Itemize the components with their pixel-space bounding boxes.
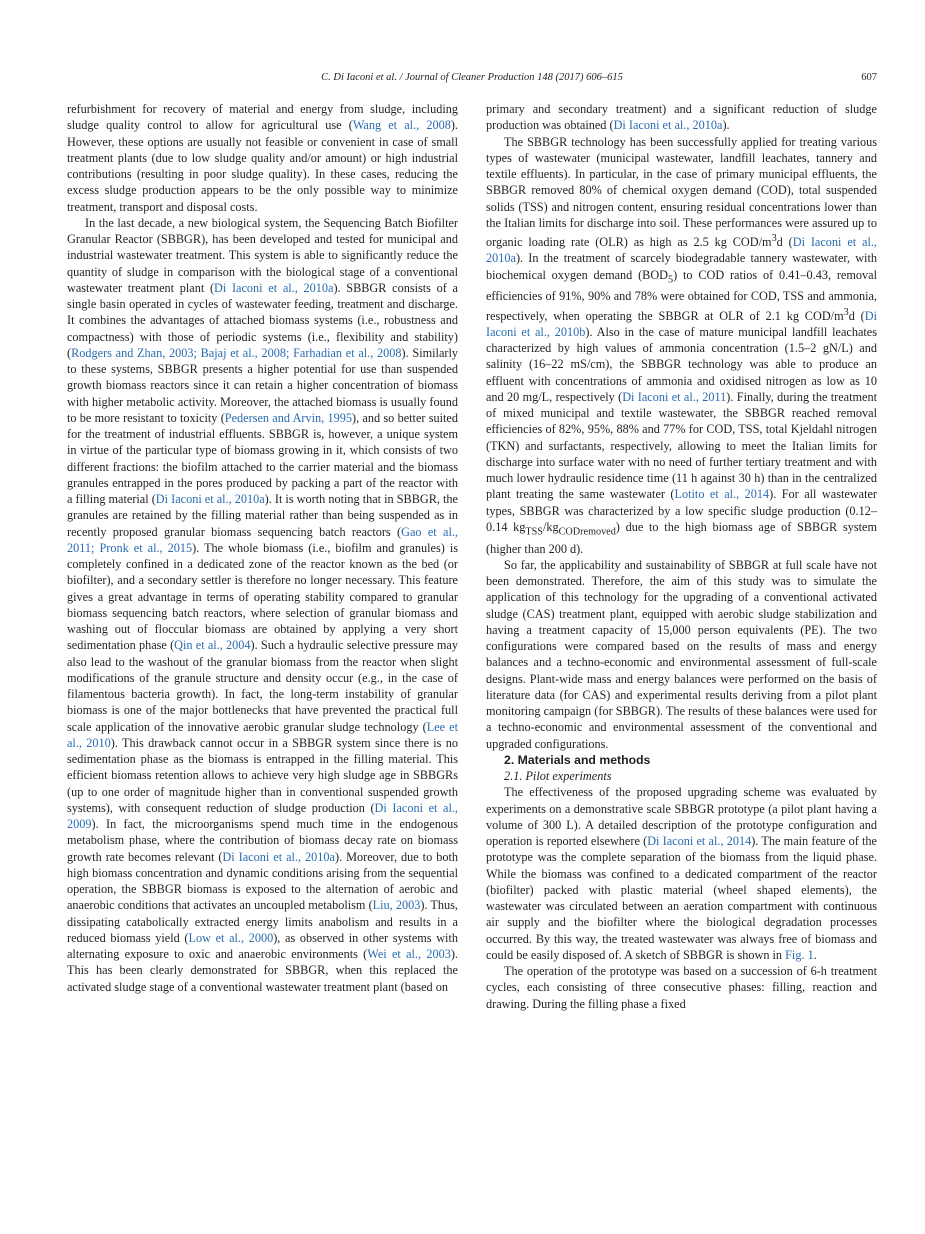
citation-link[interactable]: Lotito et al., 2014 bbox=[674, 487, 770, 502]
citation-link[interactable]: Liu, 2003 bbox=[372, 898, 421, 913]
citation-link[interactable]: Di Iaconi et al., 2010a bbox=[222, 849, 335, 864]
right-column bbox=[486, 101, 877, 1012]
citation-link[interactable]: Di Iaconi et al., 2010a bbox=[155, 492, 265, 506]
citation-link[interactable]: Low et al., 2000 bbox=[188, 930, 274, 945]
page-number: 607 bbox=[861, 72, 877, 83]
citation-link[interactable]: Pedersen and Arvin, 1995 bbox=[224, 410, 353, 425]
citation-link[interactable]: Di Iaconi et al., 2010a bbox=[613, 118, 723, 133]
left-column bbox=[67, 101, 458, 995]
page-header bbox=[67, 72, 877, 88]
citation-link[interactable]: Wei et al., 2003 bbox=[367, 947, 451, 961]
paragraph: The effectiveness of the proposed upgrading scheme was evaluated by experiments on a demonstrative scale SBBGR prototype (a pilot plant having a volume of 300 L). A detailed description of the prototype configuration and operation is reported elsewhere (Di Iaconi et al., 2014). The main feature of the prototype was the complete separation of the biomass from the liquid phase. While the biomass was confined to a dedicated compartment of the reactor (biofilter) packed with plastic material (wheel shaped elements), the wastewater was circulated between an aeration compartment with continuous air supply and the biofilter where the biological degradation processes occurred. By this way, the treated wastewater was always free of biomass and could be easily disposed of. A sketch of SBBGR is shown in Fig. 1. bbox=[486, 785, 877, 962]
citation-link[interactable]: Rodgers and Zhan, 2003; Bajaj et al., 2008; Farhadian et al., 2008 bbox=[71, 345, 402, 360]
citation-link[interactable]: Di Iaconi et al., 2010b bbox=[486, 308, 877, 339]
citation-link[interactable]: Lee et al., 2010 bbox=[67, 719, 458, 750]
citation-link[interactable]: Qin et al., 2004 bbox=[174, 638, 251, 653]
citation-link[interactable]: Di Iaconi et al., 2009 bbox=[67, 800, 458, 831]
citation-link[interactable]: Di Iaconi et al., 2010a bbox=[486, 235, 877, 266]
figure-link[interactable]: Fig. 1 bbox=[785, 947, 814, 962]
citation-link[interactable]: Di Iaconi et al., 2014 bbox=[647, 834, 752, 849]
section-heading: 2. Materials and methods bbox=[504, 752, 651, 767]
running-head: C. Di Iaconi et al. / Journal of Cleaner Production 148 (2017) 606–615 bbox=[321, 72, 623, 83]
paragraph: The SBBGR technology has been successfully applied for treating various types of wastewater (municipal wastewater, landfill leachates, tannery and textile effluents). In particular, in the case of primary municipal effluents, the SBBGR removed 80% of chemical oxygen demand (COD), total suspended solids (TSS) and nitrogen content, ensuring residual concentrations lower than the Italian limits for discharge into soil. These performances were assured up to organic loading rate (OLR) as high as 2.5 kg COD/$m^3d$ (Di Iaconi et al., 2010a). In the treatment of scarcely biodegradable tannery wastewater, with biochemical oxygen demand $(BOD_5)$ to COD ratios of 0.41–0.43, removal efficiencies of 91%, 90% and 78% were obtained for COD, TSS and ammonia, respectively, when operating the SBBGR at OLR of 2.1 kg COD/$m^3d$ (Di Iaconi et al., 2010b). Also in the case of mature municipal landfill leachates characterized by high values of ammonia concentration (1.5–2 gN/L) and salinity (16–22 mS/cm), the SBBGR technology was able to produce an effluent with concentrations of ammonia and oxidised nitrogen as low as 10 and 20 mg/L, respectively (Di Iaconi et al., 2011). Finally, during the treatment of mixed municipal and textile wastewater, the SBBGR reached removal efficiencies of 82%, 95%, 88% and 77% for COD, TSS, total Kjeldahl nitrogen (TKN) and surfactants, respectively, allowing to meet the Italian limits for discharge into surface water with no need of further tertiary treatment and with much lower hydraulic residence time (11 h against 30 h) than in the centralized plant treating the same wastewater (Lotito et al., 2014). For all wastewater types, SBBGR was characterized by a low specific sludge production (0.12–0.14 $kg_{TSS}/kg_{CODremoved}$) due to the high biomass age of SBBGR system (higher than 200 d). bbox=[486, 134, 878, 556]
paragraph: The operation of the prototype was based on a succession of 6-h treatment cycles, each consisting of three consecutive phases: filling, reaction and drawing. During the filling phase a fixed bbox=[486, 964, 877, 1011]
paragraph: refurbishment for recovery of material and energy from sludge, including sludge quality control to allow for agricultural use (Wang et al., 2008). However, these options are usually not feasible or convenient in case of small treatment plants (due to low sludge quality and/or amount) or high industrial contributions (resulting in poor sludge quality). In these cases, reducing the excess sludge production appears to be the only possible way to minimize treatment, transport and disposal costs. bbox=[67, 102, 458, 214]
citation-link[interactable]: Di Iaconi et al., 2010a bbox=[214, 280, 334, 295]
paragraph: In the last decade, a new biological system, the Sequencing Batch Biofilter Granular Reactor (SBBGR), has been developed and tested for municipal and industrial wastewater treatment. This system is able to significantly reduce the quantity of sludge in comparison with the biological stage of a conventional wastewater treatment plant (Di Iaconi et al., 2010a). SBBGR consists of a single basin operated in cycles of wastewater feeding, treatment and discharge. It combines the advantages of attached biomass systems (i.e., robustness and compactness) with those of periodic systems (i.e., flexibility and stability) (Rodgers and Zhan, 2003; Bajaj et al., 2008; Farhadian et al., 2008). Similarly to these systems, SBBGR presents a higher potential for use than suspended growth biomass reactors since it can retain a higher concentration of biomass with higher metabolic activity. Moreover, the attached biomass is usually found to be more resistant to toxicity (Pedersen and Arvin, 1995), and so better suited for the treatment of industrial effluents. SBBGR is, however, a unique system in virtue of the particular type of biomass growing in it, which consists of two different fractions: the biofilm attached to the carrier material and the biomass granules entrapped in the pores produced by packing a part of the reactor with a filling material (Di Iaconi et al., 2010a). It is worth noting that in SBBGR, the granules are retained by the filling material rather than being suspended as in recently proposed granular biomass sequencing batch reactors (Gao et al., 2011; Pronk et al., 2015). The whole biomass (i.e., biofilm and granules) is completely confined in a dedicated zone of the reactor known as the bed (or biofilter), and a secondary settler is therefore no longer necessary. This feature gives a great advantage in terms of operating stability compared to granular biomass sequencing batch reactors, where selection of granular biomass and washing out of floccular biomass are obtained by applying a very short sedimentation phase (Qin et al., 2004). Such a hydraulic selective pressure may also lead to the washout of the granular biomass from the reactor when slight modifications of the granule structure and density occur (e.g., in the case of filamentous bacteria growth). In fact, the long-term instability of granular biomass is one of the major bottlenecks that have prevented the practical full scale application of the innovative aerobic granular sludge technology (Lee et al., 2010). This drawback cannot occur in a SBBGR system since there is no sedimentation phase as the biomass is entrapped in the filling material. This efficient biomass retention allows to achieve very high sludge age in SBBGRs (up to one order of magnitude higher than in conventional suspended growth systems), with consequent reduction of sludge production (Di Iaconi et al., 2009). In fact, the microorganisms spend much time in the endogenous metabolism phase, where the contribution of biomass decay rate on biomass growth rate becomes relevant (Di Iaconi et al., 2010a). Moreover, due to both high biomass concentration and dynamic conditions arising from the sequential operation, the SBBGR biomass is exposed to the alternation of aerobic and anaerobic conditions that activates an uncoupled metabolism (Liu, 2003). Thus, dissipating catabolically extracted energy limits anabolism and results in a reduced biomass yield (Low et al., 2000), as observed in other systems with alternating exposure to oxic and anaerobic environments (Wei et al., 2003). This has been clearly demonstrated for SBBGR, when this replaced the activated sludge stage of a conventional wastewater treatment plant (based on bbox=[67, 215, 459, 994]
citation-link[interactable]: Wang et al., 2008 bbox=[352, 118, 451, 133]
paragraph: primary and secondary treatment) and a significant reduction of sludge production was obtained (Di Iaconi et al., 2010a). bbox=[486, 102, 877, 133]
citation-link[interactable]: Gao et al., 2011; Pronk et al., 2015 bbox=[67, 524, 458, 555]
paragraph: So far, the applicability and sustainability of SBBGR at full scale have not been demonstrated. Therefore, the aim of this study was to simulate the application of this technology for the upgrading of a conventional activated sludge (CAS) treatment plant, equipped with aerobic sludge stabilization and having a treatment capacity of 15,000 person equivalents (PE). The two configurations were compared based on the results of mass and energy balances and a techno-economic and environmental assessment of full-scale designs. Plant-wide mass and energy balances were performed on the basis of literature data (for CAS) and experimental results deriving from a pilot plant monitoring campaign (for SBBGR). The results of these balances were used for a techno-economic and environmental assessment of the conventional and upgraded configurations. bbox=[486, 557, 877, 751]
subsection-heading: 2.1. Pilot experiments bbox=[504, 769, 612, 784]
citation-link[interactable]: Di Iaconi et al., 2011 bbox=[622, 389, 727, 404]
